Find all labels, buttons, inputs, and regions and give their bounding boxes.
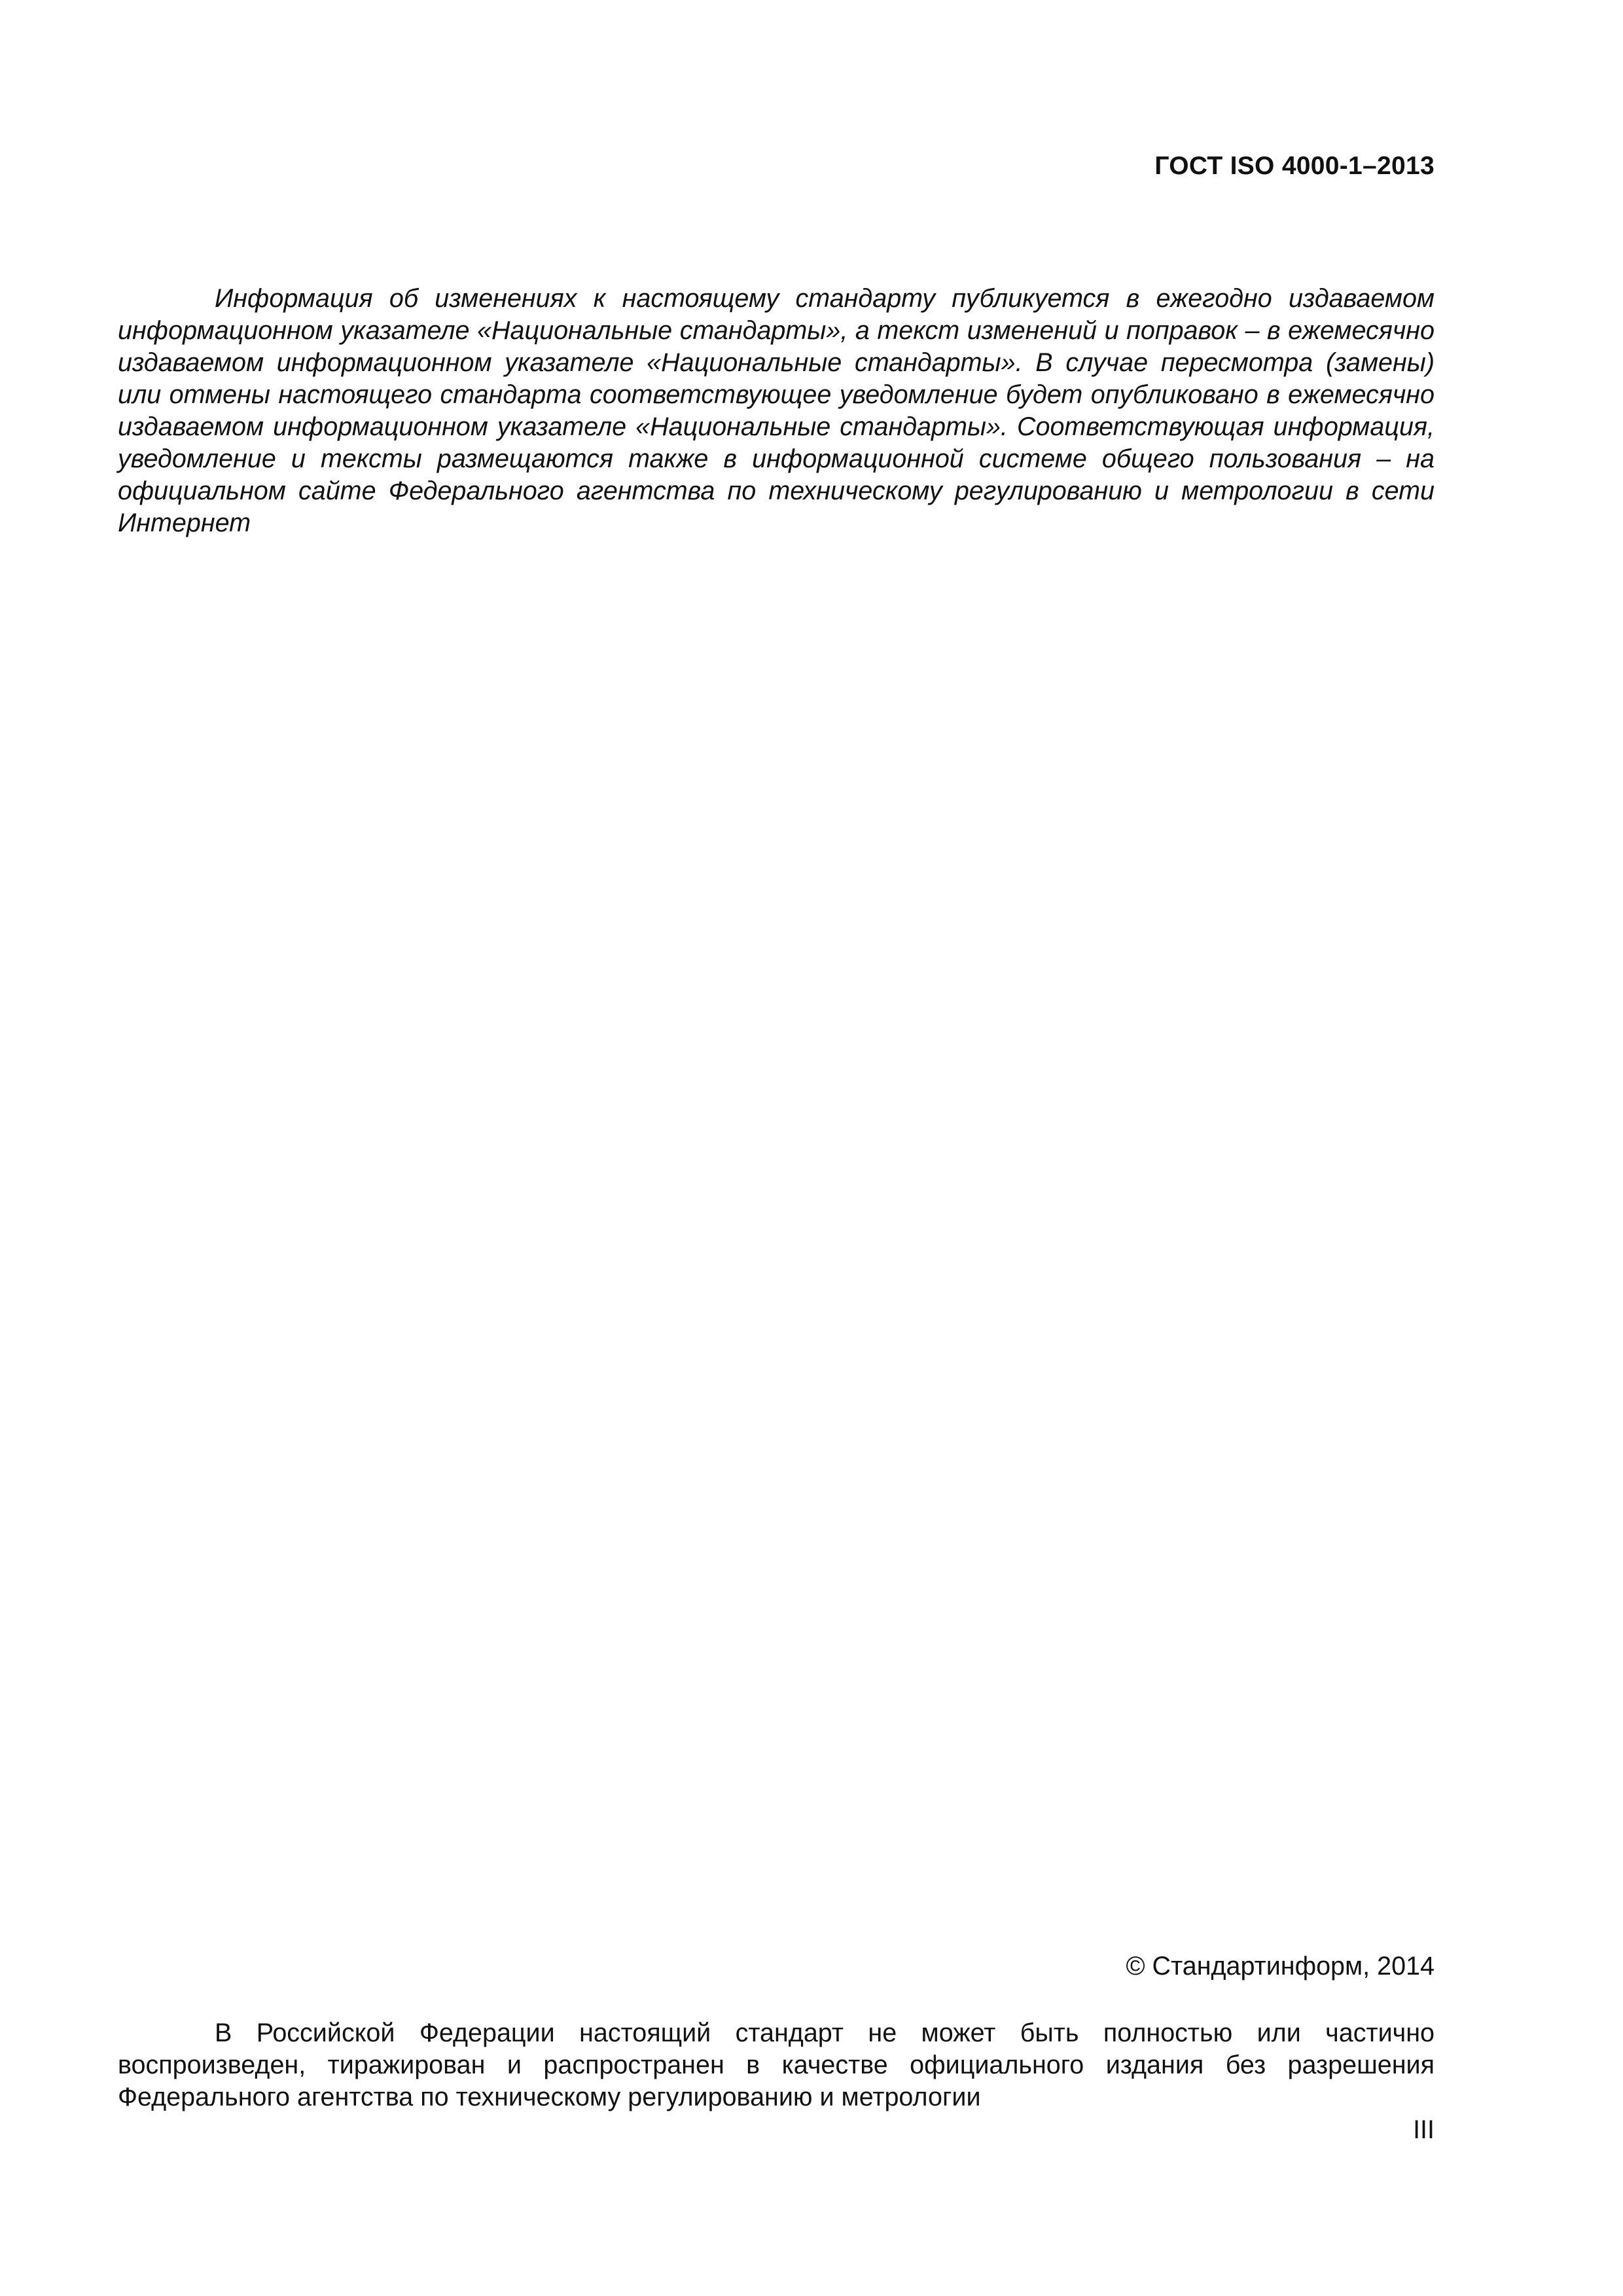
page-number: III: [1413, 2115, 1435, 2144]
standard-code-header: ГОСТ ISO 4000-1–2013: [1154, 152, 1435, 180]
reproduction-restriction-paragraph: В Российской Федерации настоящий стандарт не может быть полностью или частично воспроизведен, тиражирован и распространен в качестве официального издания без разрешения Федерального агентства по техническому регулированию и метрологии: [118, 2018, 1435, 2111]
amendments-info-paragraph: Информация об изменениях к настоящему стандарту публикуется в ежегодно издаваемом информационном указателе «Национальные стандарты», а текст изменений и поправок – в ежемесячно издаваемом информационном указателе «Национальные стандарты». В случае пересмотра (замены) или отмены настоящего стандарта соответствующее уведомление будет опубликовано в ежемесячно издаваемом информационном указателе «Национальные стандарты». Соответствующая информация, уведомление и тексты размещаются также в информационной системе общего пользования – на официальном сайте Федерального агентства по техническому регулированию и метрологии в сети Интернет: [118, 284, 1435, 537]
copyright-notice: © Стандартинформ, 2014: [1126, 1952, 1435, 1981]
